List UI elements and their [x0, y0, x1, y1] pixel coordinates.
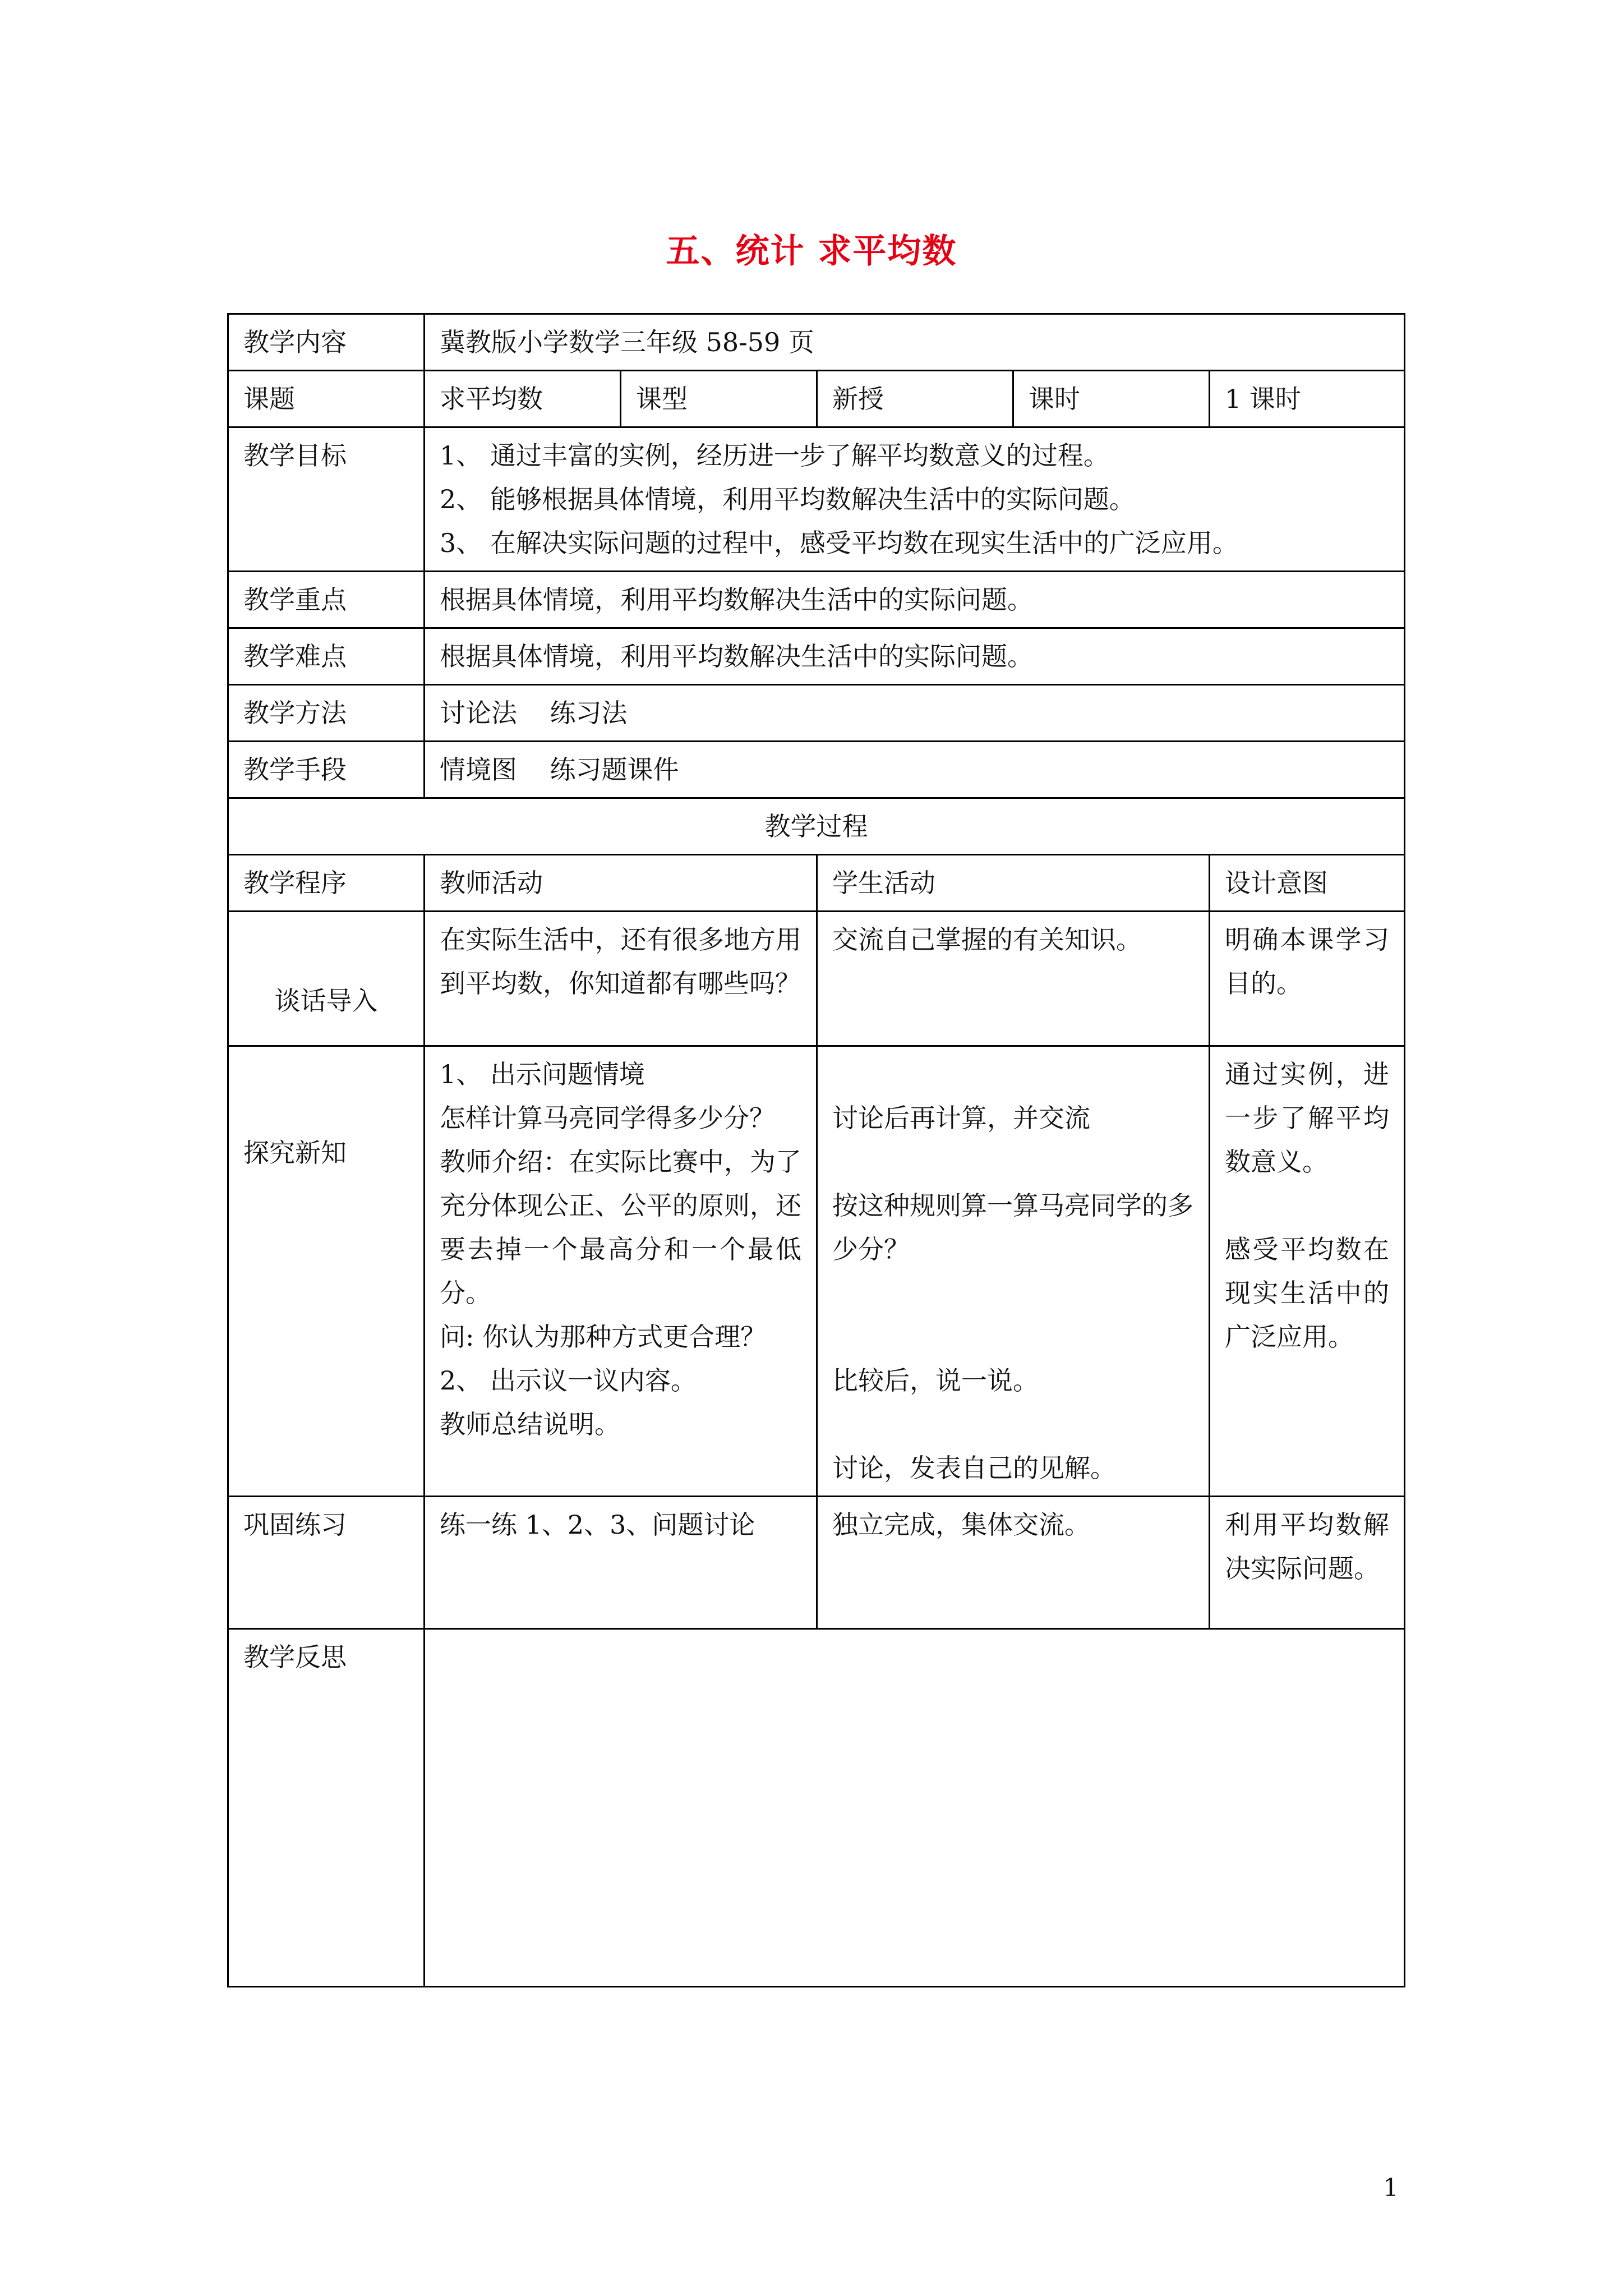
goal-item: 3、 在解决实际问题的过程中，感受平均数在现实生活中的广泛应用。 [440, 528, 1238, 558]
page-number: 1 [1383, 2174, 1399, 2202]
goal-item: 2、 能够根据具体情境，利用平均数解决生活中的实际问题。 [440, 484, 1135, 514]
teacher-activity-text: 2、 出示议一议内容。 [440, 1365, 697, 1396]
period-value: 1 课时 [1210, 371, 1405, 427]
reflection-label: 教学反思 [228, 1629, 425, 1987]
intent-text: 通过实例，进一步了解平均数意义。 [1225, 1059, 1390, 1177]
period-label: 课时 [1013, 371, 1210, 427]
teacher-activity-text: 1、 出示问题情境 [440, 1059, 645, 1089]
key-label: 教学重点 [228, 572, 425, 628]
teacher-activity-cell [425, 1046, 817, 1497]
student-activity-text: 比较后，说一说。 [832, 1365, 1039, 1396]
student-activity-text: 独立完成，集体交流。 [832, 1510, 1090, 1540]
col-header-intent: 设计意图 [1210, 855, 1405, 912]
student-activity-text: 交流自己掌握的有关知识。 [832, 924, 1142, 955]
student-activity-text: 讨论后再计算，并交流 [832, 1103, 1090, 1133]
method-value: 讨论法 练习法 [425, 685, 1405, 742]
content-label: 教学内容 [228, 314, 425, 371]
teacher-activity-text: 在实际生活中，还有很多地方用到平均数，你知道都有哪些吗？ [440, 924, 801, 999]
difficulty-value: 根据具体情境，利用平均数解决生活中的实际问题。 [425, 628, 1405, 685]
student-activity-cell [817, 912, 1210, 1046]
student-activity-cell [817, 1046, 1210, 1497]
student-activity-cell [817, 1497, 1210, 1629]
page-title: 五、统计 求平均数 [666, 232, 957, 271]
col-header-stage: 教学程序 [228, 855, 425, 912]
goals-label: 教学目标 [228, 427, 425, 572]
topic-label: 课题 [228, 371, 425, 427]
topic-value: 求平均数 [425, 371, 621, 427]
stage-cell: 巩固练习 [228, 1497, 425, 1629]
goal-item: 1、 通过丰富的实例，经历进一步了解平均数意义的过程。 [440, 440, 1109, 471]
teacher-activity-text: 怎样计算马亮同学得多少分？ [440, 1103, 775, 1133]
intent-cell [1210, 912, 1405, 1046]
reflection-value [425, 1629, 1405, 1987]
intent-text: 利用平均数解决实际问题。 [1225, 1510, 1390, 1584]
intent-cell [1210, 1497, 1405, 1629]
teacher-activity-text: 教师介绍：在实际比赛中，为了充分体现公正、公平的原则，还要去掉一个最高分和一个最低分。 [440, 1147, 801, 1308]
key-value: 根据具体情境，利用平均数解决生活中的实际问题。 [425, 572, 1405, 628]
process-header: 教学过程 [228, 798, 1405, 855]
type-value: 新授 [817, 371, 1013, 427]
goals-list [425, 427, 1405, 572]
student-activity-text: 讨论，发表自己的见解。 [832, 1453, 1116, 1483]
intent-text: 感受平均数在现实生活中的广泛应用。 [1225, 1234, 1390, 1352]
means-value: 情境图 练习题课件 [425, 742, 1405, 798]
teacher-activity-cell [425, 1497, 817, 1629]
lesson-plan-table [227, 313, 1405, 1987]
intent-cell [1210, 1046, 1405, 1497]
type-label: 课型 [621, 371, 817, 427]
method-label: 教学方法 [228, 685, 425, 742]
difficulty-label: 教学难点 [228, 628, 425, 685]
content-value: 冀教版小学数学三年级 58-59 页 [425, 314, 1405, 371]
teacher-activity-text: 练一练 1、2、3、问题讨论 [440, 1510, 755, 1540]
means-label: 教学手段 [228, 742, 425, 798]
stage-cell: 谈话导入 [228, 912, 425, 1046]
student-activity-text: 按这种规则算一算马亮同学的多少分？ [832, 1190, 1193, 1264]
col-header-student: 学生活动 [817, 855, 1210, 912]
teacher-activity-text: 教师总结说明。 [440, 1409, 620, 1439]
col-header-teacher: 教师活动 [425, 855, 817, 912]
intent-text: 明确本课学习目的。 [1225, 924, 1390, 999]
teacher-activity-text: 问: 你认为那种方式更合理？ [440, 1322, 767, 1352]
stage-cell [228, 1046, 425, 1497]
stage-text: 探究新知 [243, 1138, 347, 1168]
teacher-activity-cell [425, 912, 817, 1046]
